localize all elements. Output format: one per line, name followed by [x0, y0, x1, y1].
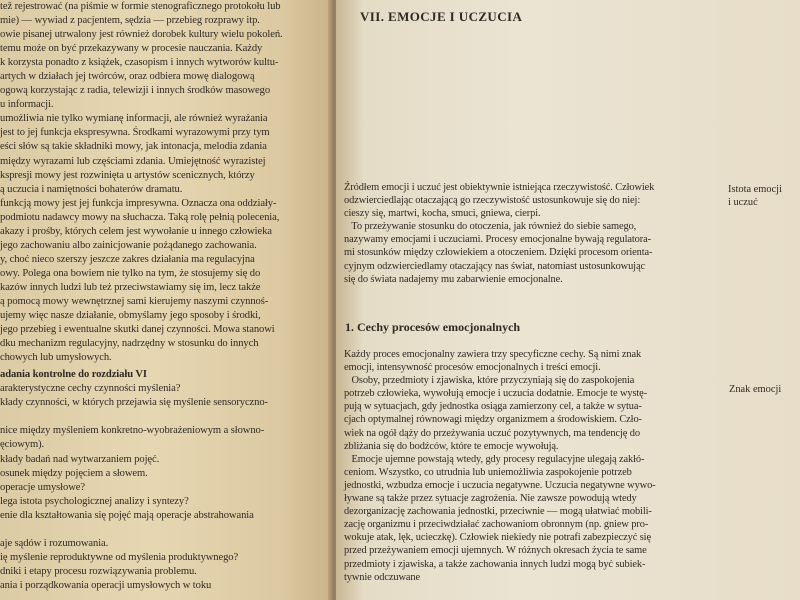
section-title: 1. Cechy procesów emocjonalnych — [345, 320, 521, 334]
text-line: ujemy więc nasze działanie, obmyślamy jego sposoby i środki, — [0, 310, 261, 322]
text-line: umożliwia nie tylko wymianę informacji, ale również wyrażania — [0, 113, 268, 125]
text-line: owy. Polega ona bowiem nie tylko na tym, że stosujemy się do — [0, 267, 261, 279]
text-line: pują w sytuacjach, gdy jednostka osiąga zamierzony cel, a także w sytua- — [344, 401, 642, 413]
text-line: między wyrazami lub częściami zdania. Umiejętność wyrazistej — [0, 155, 266, 167]
text-line: przed przeżywaniem emocji ujemnych. W różnych okresach życia te same — [344, 545, 647, 557]
text-line: jednostki, wzbudza emocje i uczucia negatywne. Uczucia negatywne wywo- — [344, 479, 656, 491]
text-line: ania i porządkowania operacji umysłowych w toku — [0, 579, 212, 591]
margin-note-sign — [729, 383, 781, 396]
text-line: akazy i prośby, których celem jest wywołanie u innego człowieka — [0, 225, 272, 237]
text-line: chowych lub umysłowych. — [0, 352, 112, 364]
text-line: ływane są także przez sytuacje zagrożenia. Nie zawsze powodują wtedy — [344, 493, 637, 505]
right-page — [336, 0, 800, 600]
text-line: tež rejestrować (na piśmie w formie stenograficznego protokołu lub — [0, 1, 281, 12]
text-line: y, choć nieco szerszy jeszcze zakres działania ma regulacyjna — [0, 253, 255, 265]
text-line: emocji, intensywność procesów emocjonalnych i treści emocji. — [344, 362, 601, 374]
text-line: lega istota psychologicznej analizy i syntezy? — [0, 495, 189, 507]
text-line: Źródłem emocji i uczuć jest obiektywnie istniejąca rzeczywistość. Człowiek — [344, 182, 655, 193]
text-line: u informacji. — [0, 99, 54, 111]
text-line: owie pisanej utrwalony jest również dorobek kultury wielu pokoleń. — [0, 29, 283, 41]
text-line: nice między myśleniem konkretno-wyobrażeniowym a słowno- — [0, 425, 265, 437]
text-line: jest to jej funkcja ekspresywna. Środkami wyrazowymi przy tym — [0, 127, 270, 139]
text-line: eści słów są takie składniki mowy, jak intonacja, melodia zdania — [0, 141, 267, 153]
text-line: ą pomocą mowy wewnętrznej sami kierujemy naszymi czynnoś- — [0, 295, 269, 307]
text-line: ogową korzystając z radia, telewizji i innych środków masowego — [0, 85, 271, 97]
left-page — [0, 0, 332, 600]
left-page-text — [0, 0, 326, 593]
text-line: podmiotu nadawcy mowy na słuchacza. Taką rolę pełnią polecenia, — [0, 211, 280, 223]
text-line: enie dla kształtowania się pojęć mają operacje abstrahowania — [0, 509, 254, 521]
text-line: jego przebieg i ewentualne skutki danej czynności. Mowa stanowi — [0, 324, 275, 336]
text-line: arakterystyczne cechy czynności myślenia? — [0, 383, 181, 395]
text-line: potrzeb człowieka, wywołują emocje i uczucia dodatnie. Emocje te wystę- — [344, 388, 648, 400]
intro-paragraphs — [344, 181, 654, 286]
text-line: Każdy proces emocjonalny zawiera trzy specyficzne cechy. Są nimi znak — [344, 349, 642, 360]
text-line: nazywamy emocjami i uczuciami. Procesy emocjonalne bywają regulatora- — [344, 234, 652, 246]
section-heading: adania kontrolne do rozdziału VI — [0, 369, 147, 381]
text-line: k korzysta ponadto z książek, czasopism i innych wytworów kultu- — [0, 57, 279, 69]
chapter-title: VII. EMOCJE I UCZUCIA — [360, 9, 523, 24]
text-line: mie) — wywiad z pacjentem, sędzia — przebieg rozprawy itp. — [0, 15, 260, 27]
text-line: cieszy się, martwi, kocha, smuci, gniewa, cierpi. — [344, 208, 541, 220]
text-line: wiek na ogół dąży do przeżywania uczuć pozytywnych, ma tendencję do — [344, 427, 640, 439]
text-line: Emocje ujemne powstają wtedy, gdy procesy regulacyjne ulegają zakłó- — [344, 453, 645, 465]
text-line: dku mechanizm regulacyjny, nadrzędny w stosunku do innych — [0, 338, 259, 350]
text-line: ą uczucia i namiętności bohaterów dramatu. — [0, 183, 183, 195]
text-line: artych w działach jej twórców, oraz odbiera mowę dialogową — [0, 71, 255, 83]
text-line: kłady badań nad wytwarzaniem pojęć. — [0, 453, 160, 465]
text-line: Osoby, przedmioty i zjawiska, które przyczyniają się do zaspokojenia — [344, 375, 635, 387]
section-paragraphs — [344, 348, 656, 584]
text-line: funkcją mowy jest jej funkcja impresywna. Oznacza ona oddziały- — [0, 197, 277, 209]
text-line: operacje umysłowe? — [0, 481, 85, 493]
text-line: zbliżania się do bodźców, które te emocje wywołują. — [344, 440, 559, 452]
text-line: tywnie odczuwane — [344, 571, 421, 583]
text-line: cjach optymalnej równowagi między organizmem a środowiskiem. Czło- — [344, 414, 642, 426]
text-line — [0, 523, 326, 537]
text-line: kłady czynności, w których przejawia się myślenie sensoryczno- — [0, 397, 268, 409]
text-line: ię myślenie reproduktywne od myślenia produktywnego? — [0, 551, 239, 563]
text-line: kspresji mowy jest rozwinięta u artystów scenicznych, którzy — [0, 169, 255, 181]
text-line: dezorganizację zachowania jednostki, przeciwnie — mogą ułatwiać mobili- — [344, 506, 652, 518]
text-line: odzwierciedlając otaczającą go rzeczywistość ustosunkowuje się do niej: — [344, 195, 641, 207]
text-line: jego zachowaniu albo zainicjowanie pożądanego zachowania. — [0, 239, 257, 251]
text-line: wokuje atak, lęk, ucieczkę). Człowiek niekiedy nie potrafi zabezpieczyć się — [344, 532, 651, 544]
text-line: dniki i etapy procesu rozwiązywania problemu. — [0, 565, 197, 577]
text-line: ceniom. Wszystko, co utrudnia lub uniemożliwia zaspokojenie potrzeb — [344, 466, 632, 478]
text-line: To przeżywanie stosunku do otoczenia, jak również do siebie samego, — [344, 221, 637, 233]
margin-note-line: Znak emocji — [729, 384, 782, 395]
text-line: kazów innych ludzi lub też przeciwstawiamy się im, lecz także — [0, 281, 261, 293]
text-line: cyjnym odzwierciedlamy otaczający nas świat, natomiast ustosunkowując — [344, 260, 645, 272]
text-line — [0, 410, 326, 424]
text-line: mi stosunków między człowiekiem a otoczeniem. Dzięki procesom orienta- — [344, 247, 653, 259]
margin-note-line: i uczuć — [728, 197, 758, 209]
margin-note-essence — [728, 183, 782, 209]
text-line: temu może on być przekazywany w procesie nauczania. Każdy — [0, 43, 263, 55]
text-line: zację organizmu i przeciwdziałać zachowaniom obronnym (np. gniew pro- — [344, 519, 649, 531]
margin-note-line: Istota emocji — [728, 184, 782, 195]
text-line: ęciowym). — [0, 439, 45, 451]
text-line: przedmioty i zjawiska, a także zachowania innych ludzi mogą być subiek- — [344, 558, 646, 570]
text-line: się do świata nadajemy mu zabarwienie emocjonalne. — [344, 273, 563, 285]
text-line: osunek między pojęciem a słowem. — [0, 467, 148, 479]
text-line: aje sądów i rozumowania. — [0, 537, 109, 549]
